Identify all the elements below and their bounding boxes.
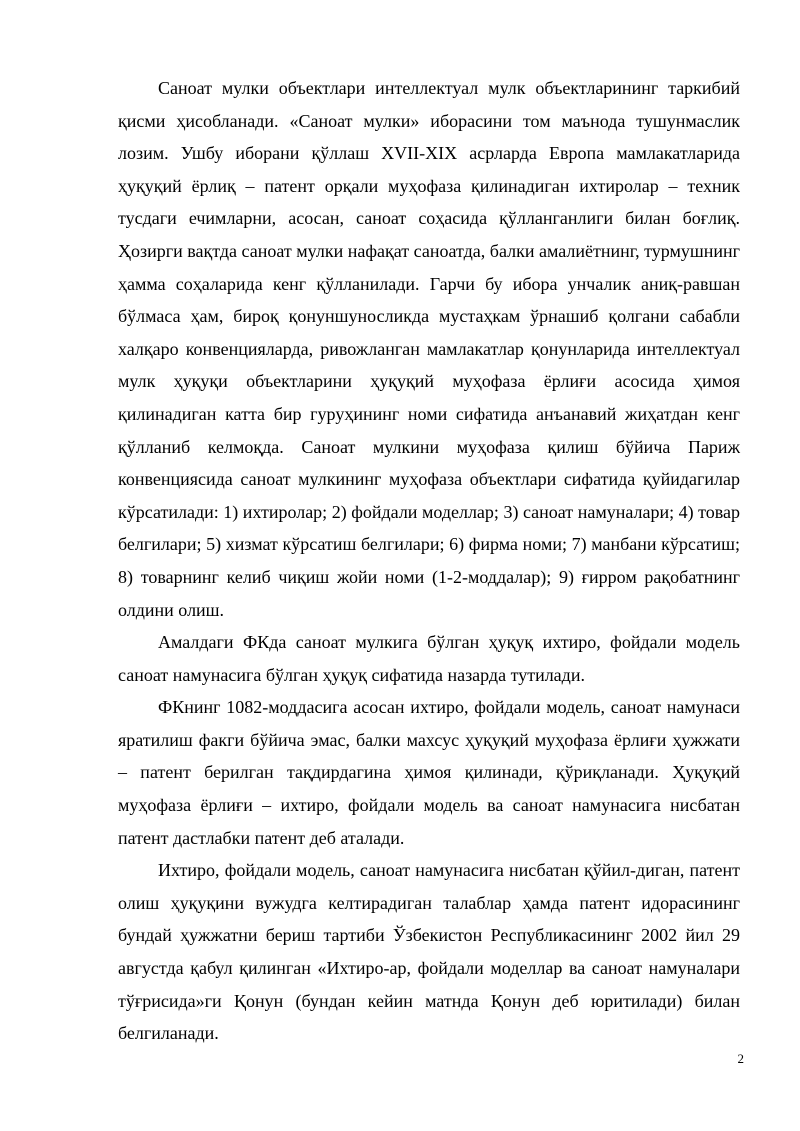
- paragraph-patent-law: Ихтиро, фойдали модель, саноат намунасига нисбатан қўйил-диган, патент олиш ҳуқуқини вужудга келтирадиган талаблар ҳамда патент идорасининг бундай ҳужжатни бериш тартиби Ўзбекистон Республикасининг 2002 йил 29 августда қабул қилинган «Ихтиро-ар, фойдали моделлар ва саноат намуналари тўғрисида»ги Қонун (бундан кейин матнда Қонун деб юритилади) билан белгиланади.: [118, 860, 740, 1044]
- paragraph-industrial-property: Саноат мулки объектлари интеллектуал мулк объектларининг таркибий қисми ҳисобланади. «Саноат мулки» иборасини том маънода тушунмаслик лозим. Ушбу иборани қўллаш XVII-XIX асрларда Европа мамлакатларида ҳуқуқий ёрлиқ – патент орқали муҳофаза қилинадиган ихтиролар – техник тусдаги ечимларни, асосан, саноат соҳасида қўлланганлиги билан боғлиқ. Ҳозирги вақтда саноат мулки нафақат саноатда, балки амалиётнинг, турмушнинг ҳамма соҳаларида кенг қўлланилади. Гарчи бу ибора унчалик аниқ-равшан бўлмаса ҳам, бироқ қонуншуносликда мустаҳкам ўрнашиб қолгани сабабли халқаро конвенцияларда, ривожланган мамлакатлар қонунларида интеллектуал мулк ҳуқуқи объектларини ҳуқуқий муҳофаза ёрлиғи асосида ҳимоя қилинадиган катта бир гуруҳининг номи сифатида анъанавий жиҳатдан кенг қўлланиб келмоқда. Саноат мулкини муҳофаза қилиш бўйича Париж конвенциясида саноат мулкининг муҳофаза объектлари сифатида қуйидагилар кўрсатилади: 1) ихтиролар; 2) фойдали моделлар; 3) саноат намуналари; 4) товар белгилари; 5) хизмат кўрсатиш белгилари; 6) фирма номи; 7) манбани кўрсатиш; 8) товарнинг келиб чиқиш жойи номи (1-2-моддалар); 9) ғирром рақобатнинг олдини олиш.: [118, 78, 740, 620]
- body-text: [118, 72, 740, 1050]
- paragraph-article-1082: ФКнинг 1082-моддасига асосан ихтиро, фойдали модель, саноат намунаси яратилиш факги бўйича эмас, балки махсус ҳуқуқий муҳофаза ёрлиғи ҳужжати – патент берилган тақдирдагина ҳимоя қилинади, қўриқланади. Ҳуқуқий муҳофаза ёрлиғи – ихтиро, фойдали модель ва саноат намунасига нисбатан патент дастлабки патент деб аталади.: [118, 697, 740, 848]
- paragraph-civil-code-rights: Амалдаги ФКда саноат мулкига бўлган ҳуқуқ ихтиро, фойдали модель саноат намунасига бўлган ҳуқуқ сифатида назарда тутилади.: [118, 632, 740, 685]
- page-number: 2: [737, 1051, 744, 1066]
